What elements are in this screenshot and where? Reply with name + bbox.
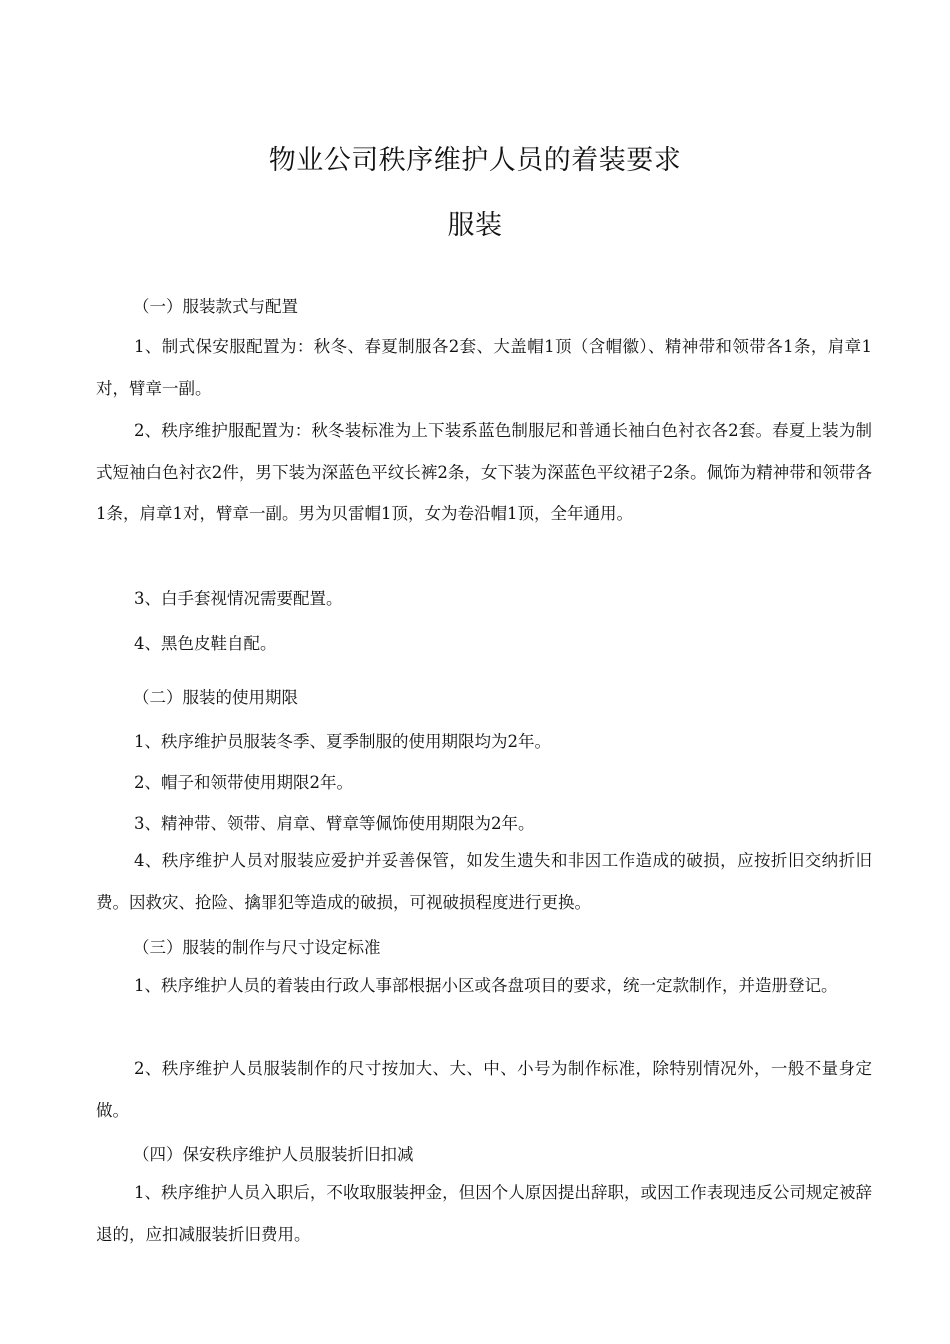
paragraph: 1、秩序维护员服装冬季、夏季制服的使用期限均为2年。 — [134, 732, 551, 751]
paragraph: 2、秩序维护服配置为：秋冬装标准为上下装系蓝色制服尼和普通长袖白色衬衣各2套。春夏上装为制式短袖白色衬衣2件，男下装为深蓝色平纹长裤2条，女下装为深蓝色平纹裙子2条。佩饰为精神带和领带各1条，肩章1对，臂章一副。男为贝雷帽1顶，女为卷沿帽1顶，全年通用。 — [96, 421, 872, 523]
section-heading: （一）服装款式与配置 — [133, 297, 298, 316]
paragraph: 3、精神带、领带、肩章、臂章等佩饰使用期限为2年。 — [134, 814, 535, 833]
paragraph: 3、白手套视情况需要配置。 — [134, 589, 343, 608]
paragraph: 1、秩序维护人员入职后，不收取服装押金，但因个人原因提出辞职，或因工作表现违反公司规定被辞退的，应扣减服装折旧费用。 — [96, 1183, 872, 1244]
paragraph: 4、秩序维护人员对服装应爱护并妥善保管，如发生遗失和非因工作造成的破损，应按折旧交纳折旧费。因救灾、抢险、擒罪犯等造成的破损，可视破损程度进行更换。 — [96, 851, 872, 912]
paragraph: 2、秩序维护人员服装制作的尺寸按加大、大、中、小号为制作标准，除特别情况外，一般不量身定做。 — [96, 1059, 872, 1120]
paragraph: 1、秩序维护人员的着装由行政人事部根据小区或各盘项目的要求，统一定款制作，并造册登记。 — [134, 976, 838, 995]
paragraph: 2、帽子和领带使用期限2年。 — [134, 773, 353, 792]
paragraph: 4、黑色皮鞋自配。 — [134, 634, 277, 653]
document-title: 物业公司秩序维护人员的着装要求 — [268, 145, 682, 176]
section-heading: （三）服装的制作与尺寸设定标准 — [133, 938, 381, 957]
section-heading: （二）服装的使用期限 — [133, 688, 298, 707]
document-subtitle: 服装 — [447, 210, 503, 241]
section-heading: （四）保安秩序维护人员服装折旧扣减 — [133, 1145, 414, 1164]
paragraph: 1、制式保安服配置为：秋冬、春夏制服各2套、大盖帽1顶（含帽徽）、精神带和领带各1条，肩章1对，臂章一副。 — [96, 337, 872, 398]
